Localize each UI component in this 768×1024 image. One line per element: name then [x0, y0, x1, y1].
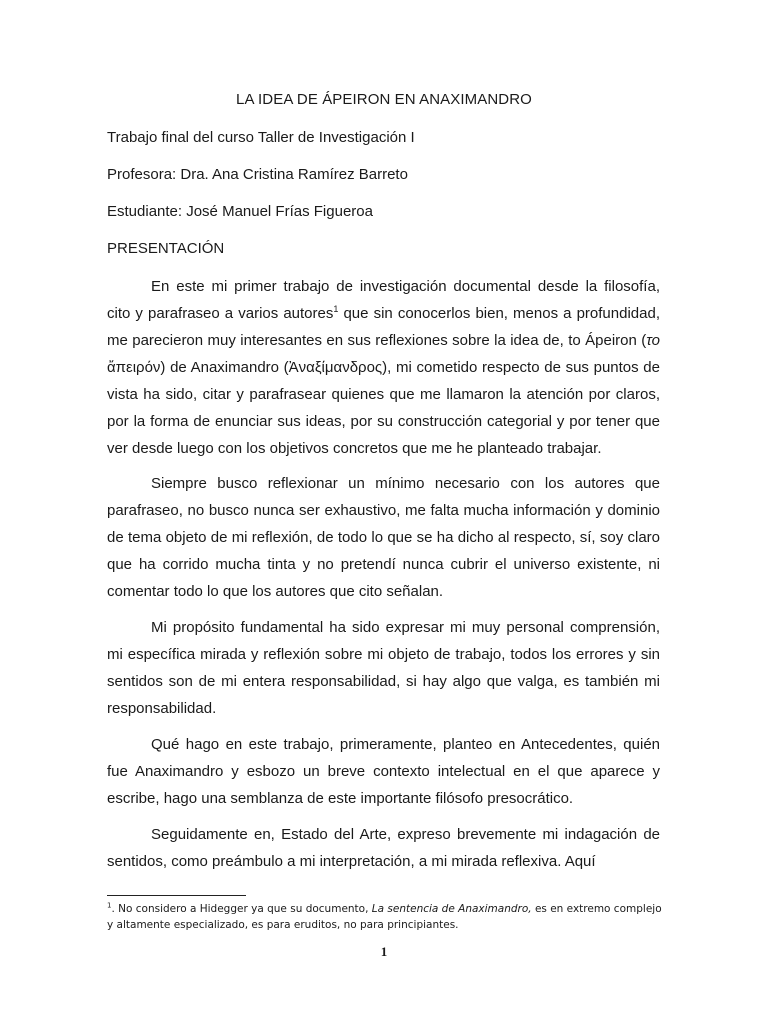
paragraph-3: Mi propósito fundamental ha sido expresar mi muy personal comprensión, mi específica mirada y reflexión sobre mi objeto de trabajo, todos los errores y sin sentidos son de mi entera responsabilidad, si hay algo que valga, es también mi responsabilidad. [107, 619, 660, 717]
paragraph-1 [107, 273, 660, 462]
document-title: LA IDEA DE ÁPEIRON EN ANAXIMANDRO [236, 91, 532, 108]
paragraph-4: Qué hago en este trabajo, primeramente, planteo en Antecedentes, quién fue Anaximandro y esbozo un breve contexto intelectual en el que aparece y escribe, hago una semblanza de este importante filósofo presocrático. [107, 736, 660, 807]
paragraph-1-greek-article: το [646, 332, 660, 349]
footnote-separator [107, 895, 246, 896]
footnote-text-b: es en extremo complejo y altamente especializado, es para eruditos, no para principiantes. [107, 903, 662, 931]
paragraph-5: Seguidamente en, Estado del Arte, expreso brevemente mi indagación de sentidos, como preámbulo a mi interpretación, a mi mirada reflexiva. Aquí [107, 826, 660, 870]
footnote-text-a: . No considero a Hidegger ya que su documento, [111, 903, 372, 915]
section-heading: PRESENTACIÓN [107, 240, 225, 257]
paragraph-1-text-a: En este mi primer trabajo de investigación documental desde la filosofía, cito y parafraseo a varios autores [107, 278, 660, 322]
paragraph-1-text-b: que sin conocerlos bien, menos a profundidad, me parecieron muy interesantes en sus reflexiones sobre la idea de, to Ápeiron ( [107, 305, 660, 349]
page-number: 1 [380, 944, 388, 959]
professor-line: Profesora: Dra. Ana Cristina Ramírez Barreto [107, 166, 408, 183]
footnote-reference: 1 [333, 304, 339, 314]
course-line: Trabajo final del curso Taller de Investigación I [107, 129, 415, 146]
student-line: Estudiante: José Manuel Frías Figueroa [107, 203, 373, 220]
paragraph-1-text-c: ἄπειρόν) de Anaximandro (Ἀναξίμανδρος), mi cometido respecto de sus puntos de vista ha sido, citar y parafrasear quienes que me llamaron la atención por claros, por la forma de enunciar sus ideas, por su construcción categorial y por tener que ver desde luego con los objetivos concretos que me he planteado trabajar. [107, 359, 660, 457]
paragraph-2: Siempre busco reflexionar un mínimo necesario con los autores que parafraseo, no busco nunca ser exhaustivo, me falta mucha información y dominio de tema objeto de mi reflexión, de todo lo que se ha dicho al respecto, sí, soy claro que ha corrido mucha tinta y no pretendí nunca cubrir el universo existente, ni comentar todo lo que los autores que cito señalan. [107, 475, 660, 600]
footnote-marker: 1 [107, 901, 112, 910]
footnote [107, 901, 667, 933]
footnote-italic-title: La sentencia de Anaximandro, [371, 903, 532, 915]
